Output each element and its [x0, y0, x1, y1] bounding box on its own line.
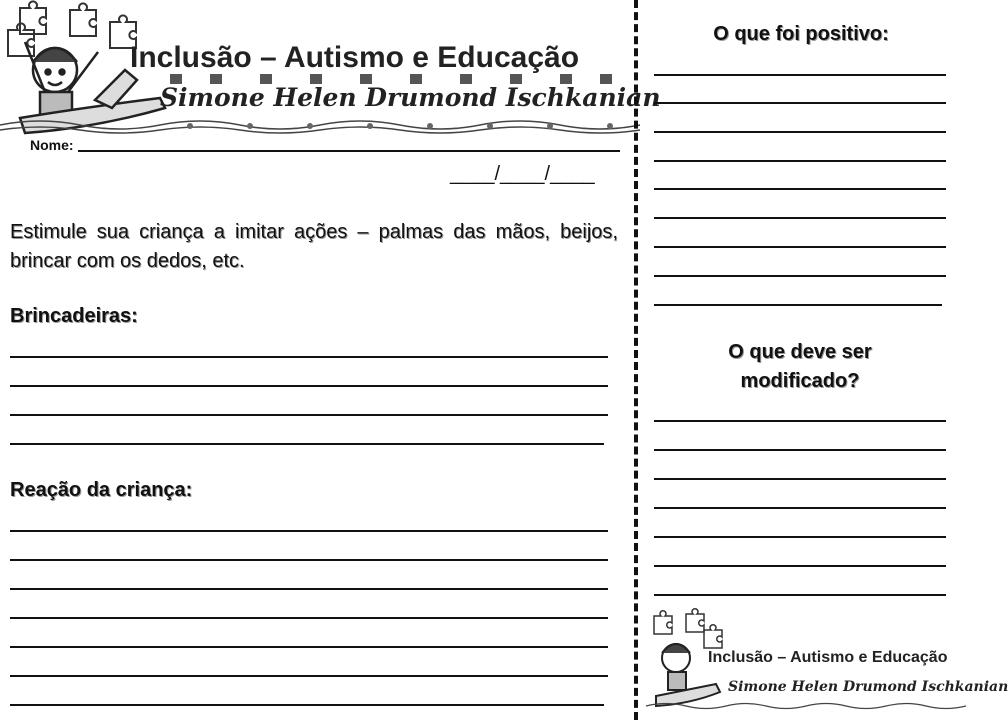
answer-line[interactable]: [654, 160, 946, 162]
date-field[interactable]: ____/____/____: [450, 163, 595, 185]
footer-logo: [646, 608, 1008, 720]
answer-line[interactable]: [654, 507, 946, 509]
answer-line[interactable]: [10, 617, 608, 619]
modify-heading: O que deve ser modificado?: [728, 341, 872, 392]
answer-line[interactable]: [654, 304, 942, 306]
answer-line[interactable]: [654, 188, 946, 190]
answer-line[interactable]: [654, 131, 946, 133]
answer-line[interactable]: [10, 443, 604, 445]
answer-line[interactable]: [10, 356, 608, 358]
answer-line[interactable]: [10, 530, 608, 532]
answer-line[interactable]: [10, 704, 604, 706]
answer-line[interactable]: [654, 275, 946, 277]
footer-logo-title: Inclusão – Autismo e Educação: [708, 649, 948, 666]
fold-divider: [634, 0, 638, 720]
answer-line[interactable]: [654, 449, 946, 451]
answer-line[interactable]: [654, 102, 946, 104]
instruction-text: Estimule sua criança a imitar ações – palmas das mãos, beijos, brincar com os dedos, etc.: [10, 221, 618, 272]
positive-heading: O que foi positivo:: [713, 23, 889, 45]
header-logo-title: Inclusão – Autismo e Educação: [130, 41, 580, 74]
answer-line[interactable]: [654, 420, 946, 422]
header-logo: [0, 0, 661, 160]
section-label-reacao: Reação da criança:: [10, 479, 193, 501]
section-label-brincadeiras: Brincadeiras:: [10, 305, 138, 327]
answer-line[interactable]: [654, 594, 946, 596]
answer-line[interactable]: [654, 565, 946, 567]
header-logo-subtitle: Simone Helen Drumond Ischkanian: [160, 83, 661, 112]
answer-line[interactable]: [10, 559, 608, 561]
answer-line[interactable]: [654, 478, 946, 480]
footer-logo-subtitle: Simone Helen Drumond Ischkanian: [728, 679, 1008, 695]
answer-line[interactable]: [10, 414, 608, 416]
answer-line[interactable]: [10, 646, 608, 648]
answer-line[interactable]: [654, 217, 946, 219]
answer-line[interactable]: [654, 536, 946, 538]
name-label: Nome:: [30, 137, 74, 153]
answer-line[interactable]: [10, 588, 608, 590]
child-with-puzzle-illustration: [0, 0, 634, 160]
answer-line[interactable]: [10, 385, 608, 387]
answer-line[interactable]: [654, 246, 946, 248]
answer-line[interactable]: [654, 74, 946, 76]
name-field-line[interactable]: [78, 150, 620, 152]
answer-line[interactable]: [10, 675, 608, 677]
